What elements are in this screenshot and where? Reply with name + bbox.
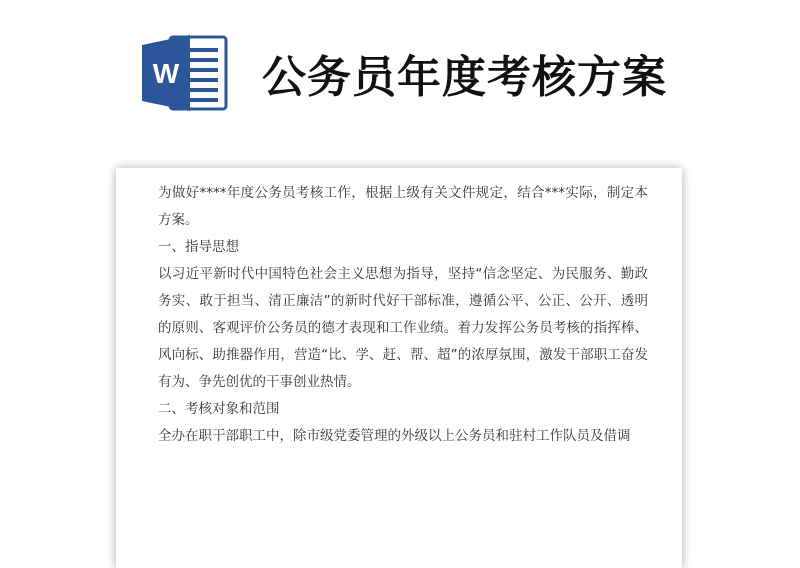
word-icon-letter: W xyxy=(152,58,180,89)
word-document-icon xyxy=(140,33,230,113)
document-title: 公务员年度考核方案 xyxy=(262,52,667,103)
document-page xyxy=(116,168,682,568)
header-banner xyxy=(0,0,800,150)
document-body xyxy=(158,180,648,450)
intro-paragraph: 为做好****年度公务员考核工作，根据上级有关文件规定，结合***实际，制定本方案。 xyxy=(158,185,648,228)
section-heading-assessment-scope: 二、考核对象和范围 xyxy=(158,401,280,417)
guiding-ideology-paragraph: 以习近平新时代中国特色社会主义思想为指导，坚持“信念坚定、为民服务、勤政务实、敢于担当、清正廉洁”的新时代好干部标准，遵循公平、公正、公开、透明的原则、客观评价公务员的德才表现和工作业绩。着力发挥公务员考核的指挥棒、风向标、助推器作用，营造“比、学、赶、帮、超”的浓厚氛围，激发干部职工奋发有为、争先创优的干事创业热情。 xyxy=(158,266,648,390)
assessment-scope-paragraph: 全办在职干部职工中，除市级党委管理的外级以上公务员和驻村工作队员及借调 xyxy=(158,428,631,444)
section-heading-guiding-ideology: 一、指导思想 xyxy=(158,239,239,255)
